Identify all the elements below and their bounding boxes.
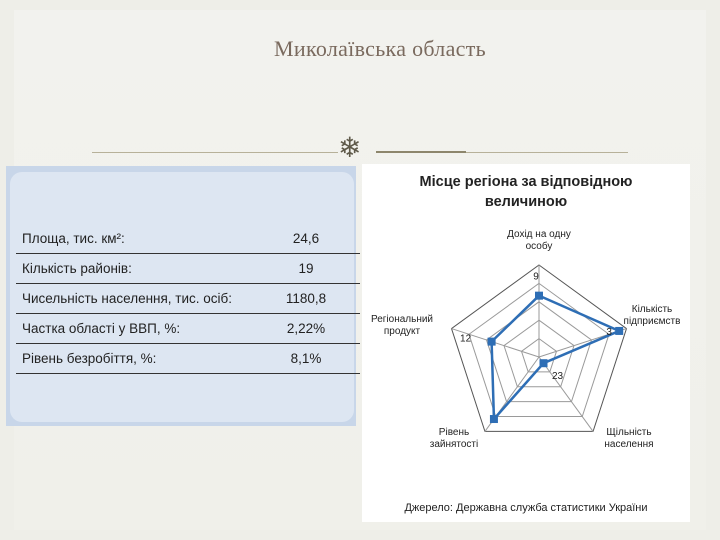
info-panel — [6, 166, 356, 426]
divider-line-accent — [376, 151, 466, 153]
radar-data-point — [488, 338, 496, 346]
table-row — [16, 314, 360, 344]
radar-category-label: Кількість підприємств — [623, 304, 681, 327]
radar-category-label: Регіональний продукт — [370, 314, 434, 337]
chart-title-line2: величиною — [484, 194, 568, 210]
radar-value-label: 12 — [460, 333, 472, 345]
radar-category-label: Дохід на одну особу — [507, 229, 571, 252]
radar-spoke — [539, 357, 593, 431]
row-value: 19 — [252, 254, 360, 284]
radar-value-label: 9 — [533, 271, 539, 283]
chart-source: Джерело: Державна служба статистики України — [404, 502, 648, 514]
row-label: Частка області у ВВП, %: — [16, 314, 252, 344]
radar-data-point — [540, 359, 548, 367]
row-value: 2,22% — [252, 314, 360, 344]
chart-panel — [362, 164, 690, 522]
radar-value-label: 23 — [551, 371, 564, 383]
table-row — [16, 344, 360, 374]
radar-data-point — [615, 327, 623, 335]
row-label: Площа, тис. км²: — [16, 224, 252, 254]
radar-chart — [362, 164, 690, 522]
slide-title: Миколаївська область — [274, 36, 486, 61]
divider-line-left — [92, 152, 338, 153]
row-label: Чисельність населення, тис. осіб: — [16, 284, 252, 314]
row-label: Кількість районів: — [16, 254, 252, 284]
row-value: 8,1% — [252, 344, 360, 374]
info-table — [16, 224, 360, 374]
radar-category-label: Рівень зайнятості — [429, 427, 479, 450]
radar-data-point — [535, 292, 543, 300]
divider-ornament-icon: ❄ — [338, 131, 362, 164]
row-value: 24,6 — [252, 224, 360, 254]
row-value: 1180,8 — [252, 284, 360, 314]
chart-title-line1: Місце регіона за відповідною — [419, 174, 633, 190]
table-row — [16, 224, 360, 254]
radar-category-label: Щільність населення — [604, 427, 654, 450]
table-row — [16, 254, 360, 284]
row-label: Рівень безробіття, %: — [16, 344, 252, 374]
radar-data-point — [490, 415, 498, 423]
radar-value-label: 3 — [606, 326, 612, 338]
table-row — [16, 284, 360, 314]
